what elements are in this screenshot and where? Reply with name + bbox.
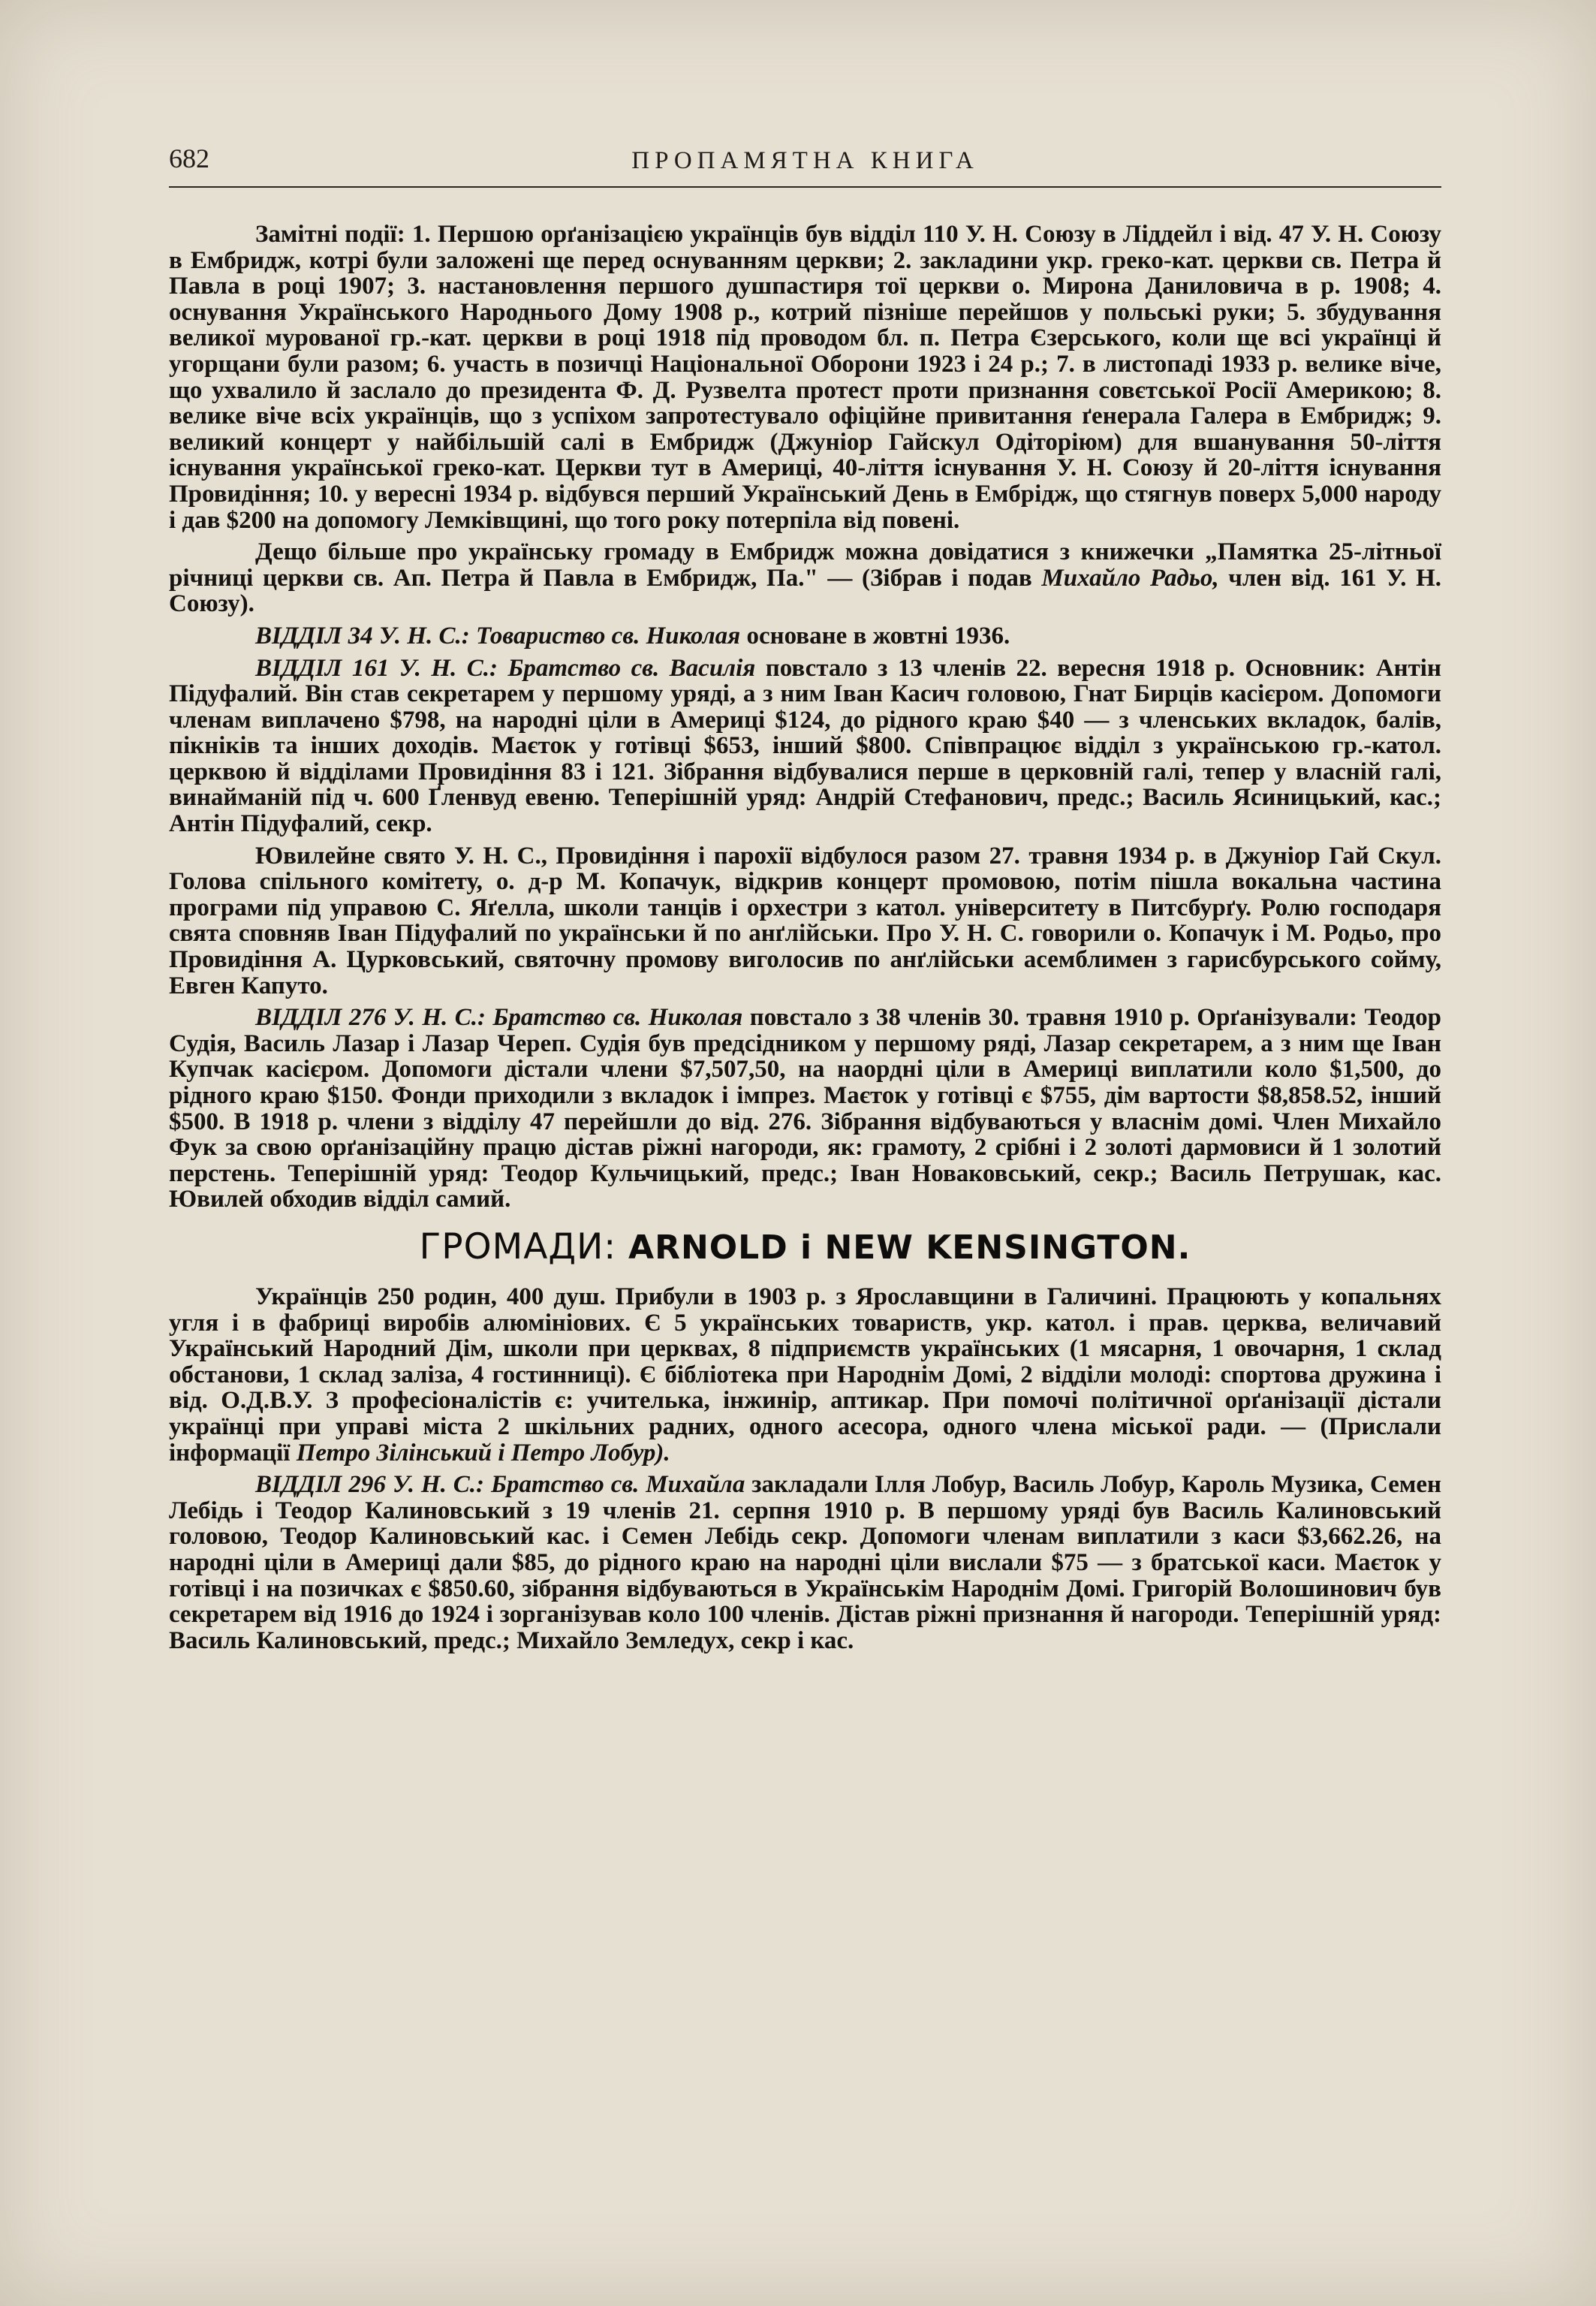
page-header [169, 143, 1441, 188]
paragraph-branch-161 [169, 656, 1441, 837]
paragraph-branch-276 [169, 1005, 1441, 1213]
paragraph-text: Дещо більше про українську громаду в Ембридж можна довідатися з книжечки „Памятка 25-літньої річниці церкви св. Ап. Петра й Павла в Ембридж, Па." — (Зібрав і подав [169, 538, 1441, 592]
paragraph-text: Замітні події: 1. Першою орґанізацією українців був відділ 110 У. Н. Союзу в Ліддейл і від. 47 У. Н. Союзу в Ембридж, котрі були заложені ще перед оснуванням церкви; 2. закладини укр. греко-кат. церкви св. Петра й Павла в році 1907; 3. настановлення першого душпастиря тої церкви о. Мирона Даниловича в р. 1908; 4. оснування Українського Народнього Дому 1908 р., котрий пізніше перейшов у польські руки; 5. збудування великої мурованої гр.-кат. церкви в році 1918 під проводом бл. п. Петра Єзерського, коли ще всі українці й угорщани були разом; 6. участь в позичці Національної Оборони 1923 і 24 р.; 7. в листопаді 1933 р. велике віче, що ухвалило й заслало до президента Ф. Д. Рузвелта протест проти признання совєтської Росії Америкою; 8. велике віче всіх українців, що з успіхом запротестувало офіційне привитання ґенерала Галера в Ембридж; 9. великий концерт у найбільшій салі в Ембридж (Джуніор Гайскул Одіторіюм) для вшанування 50-ліття існування української греко-кат. Церкви тут в Америці, 40-ліття існування У. Н. Союзу й 20-ліття існування Провидіння; 10. у вересні 1934 р. відбувся перший Український День в Ембрідж, що стягнув поверх 5,000 народу і дав $200 на допомогу Лемківщині, що того року потерпіла від повені. [169, 221, 1441, 534]
section-names: ARNOLD і NEW KENSINGTON. [628, 1228, 1191, 1267]
paragraph-text: основане в жовтні 1936. [740, 622, 1010, 650]
page-number: 682 [169, 143, 209, 173]
branch-heading: ВІДДІЛ 296 У. Н. С.: Братство св. Михайла [255, 1471, 745, 1499]
paragraph-notable-events [169, 222, 1441, 533]
paragraph-branch-296 [169, 1472, 1441, 1653]
branch-heading: ВІДДІЛ 276 У. Н. С.: Братство св. Николая [255, 1004, 743, 1032]
paragraph-community [169, 1284, 1441, 1466]
paragraph-text: Українців 250 родин, 400 душ. Прибули в 1903 р. з Ярославщини в Галичині. Працюють у копальнях угля і в фабриці виробів алюмінiових. Є 5 українських товариств, укр. катол. і прав. церква, величавий Український Народний Дім, школи при церквах, 8 підприємств українських (1 мясарня, 1 овочарня, 1 склад обстанови, 1 склад заліза, 4 гостинниці). Є бібліотека при Народнім Домі, 2 відділи молоді: спортова дружина і від. О.Д.В.У. З професіоналістів є: учителька, інжинір, аптикар. При помочі політичної орґанізації дістали українці при управі міста 2 шкільних радних, одного асесора, одного члена міської ради. — (Прислали інформації [169, 1283, 1441, 1466]
branch-heading: ВІДДІЛ 34 У. Н. С.: Товариство св. Николая [255, 622, 741, 650]
page-body [169, 222, 1441, 1659]
running-title: ПРОПАМЯТНА КНИГА [631, 147, 979, 174]
section-heading [169, 1226, 1441, 1269]
paragraph-text: повстало з 13 членів 22. вересня 1918 р. Основник: Антін Підуфалий. Він став секретарем у першому уряді, а з ним Іван Касич головою, Гнат Бирців касієром. Допомоги членам виплачено $798, на народні ціли в Америці $124, до рідного краю $40 — з членських вкладок, балів, пікніків та інших доходів. Маєток у готівці $653, інший $800. Співпрацює відділ з українською гр.-катол. церквою й відділами Провидіння 83 і 121. Зібрання відбувалися перше в церковній галі, тепер у власній галі, винайманій під ч. 600 Ґленвуд евеню. Теперішній уряд: Андрій Стефанович, предс.; Василь Ясиницький, кас.; Антін Підуфалий, секр. [169, 654, 1441, 838]
branch-heading: ВІДДІЛ 161 У. Н. С.: Братство св. Василія [255, 654, 756, 682]
paragraph-branch-34 [169, 623, 1441, 650]
paragraph-authors: Петро Зілінський і Петро Лобур). [296, 1439, 670, 1466]
paragraph-text: повстало з 38 членів 30. травня 1910 р. Орґанізували: Теодор Судія, Василь Лазар і Лазар Череп. Судія був предсідником у першому ряді, Лазар секретарем, а з ним ще Іван Купчак касієром. Допомоги дістали члени $7,507,50, на наорднi ціли в Америці виплатили коло $1,500, до рідного краю $150. Фонди приходили з вкладок і імпрез. Маєток у готівці є $755, дім вартости $8,858.52, інший $500. В 1918 р. члени з відділу 47 перейшли до від. 276. Зібрання відбуваються у власнім домі. Член Михайло Фук за свою орґанізаційну працю дістав ріжні нагороди, як: грамоту, 2 срібні і 2 золоті дармовиси й 1 золотий перстень. Теперішній уряд: Теодор Кульчицький, предс.; Іван Новаковський, секр.; Василь Петрушак, кас. Ювилей обходив відділ самий. [169, 1004, 1441, 1213]
paragraph-text: закладали Ілля Лобур, Василь Лобур, Кароль Музика, Семен Лебідь і Теодор Калиновський з 19 членів 21. серпня 1910 р. В першому уряді був Василь Калиновський головою, Теодор Калиновський кас. і Семен Лебідь секр. Допомоги членам виплатили з каси $3,662.26, на народні ціли в Америці дали $85, до рідного краю на народні ціли вислали $75 — з братської каси. Маєток у готівці і на позичках є $850.60, зібрання відбуваються в Українськім Народнім Домі. Григорій Волошинович був секретарем від 1916 до 1924 і зорганізував коло 100 членів. Дістав ріжні признання й нагороди. Теперішній уряд: Василь Калиновський, предс.; Михайло Земледух, секр і кас. [169, 1471, 1441, 1654]
paragraph-author: Михайло Радьо, [1041, 564, 1219, 592]
paragraph-tail: член від. 161 У. Н. Союзу). [169, 564, 1441, 618]
paragraph-text: Ювилейне свято У. Н. С., Провидіння і парохії відбулося разом 27. травня 1934 р. в Джуніор Гай Скул. Голова спільного комітету, о. д-р М. Копачук, відкрив концерт промовою, потім пішла вокальна частина програми під управою С. Яґелла, школи танців і орхестри з катол. університету в Питсбурґу. Ролю господаря свята сповняв Іван Підуфалий по українськи й по анґлійськи. Про У. Н. С. говорили о. Копачук і М. Родьо, про Провидіння А. Цурковський, святочну промову виголосив по анґлійськи асемблимен з гарисбурського сойму, Евген Капуто. [169, 842, 1441, 999]
paragraph-jubilee [169, 843, 1441, 999]
paragraph-more-info [169, 539, 1441, 617]
section-label: ГРОМАДИ: [419, 1225, 617, 1268]
